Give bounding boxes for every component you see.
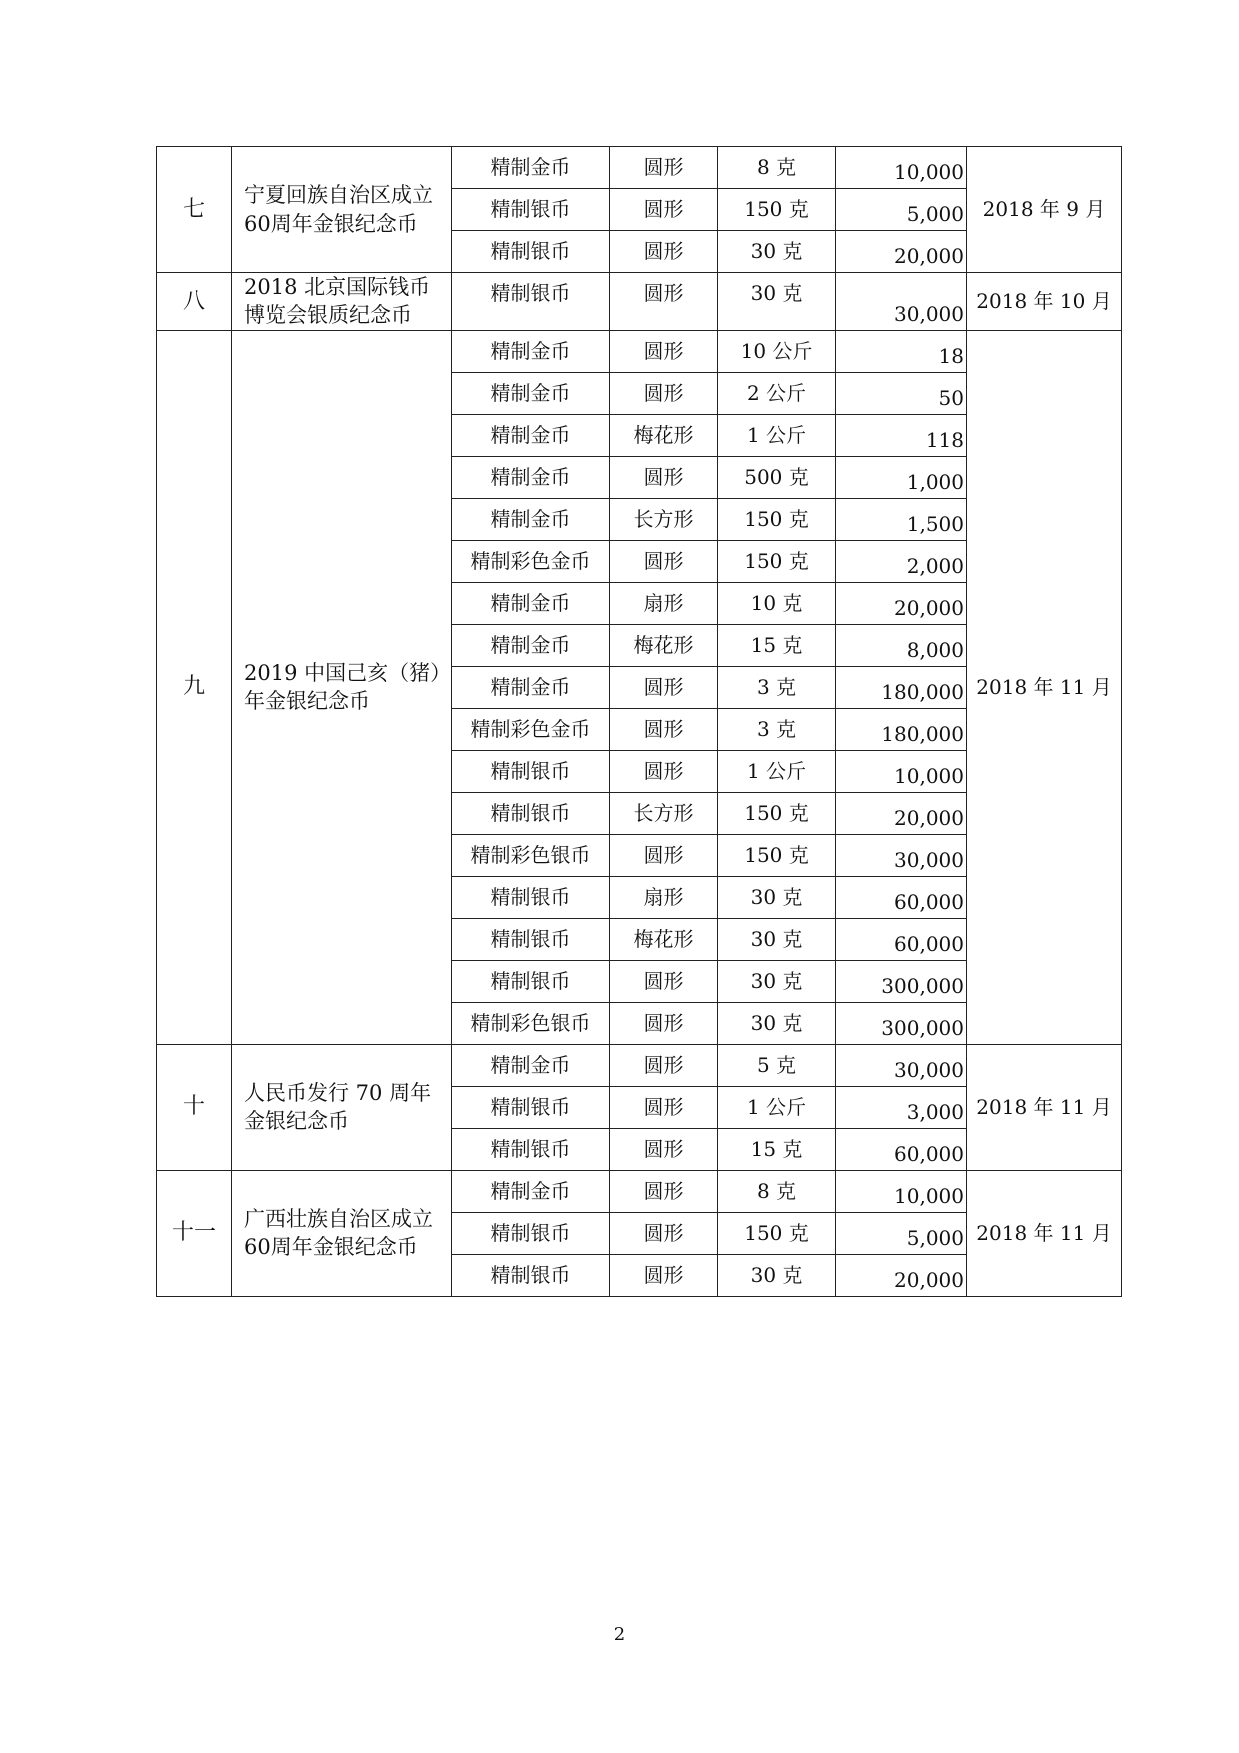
coin-shape: 圆形 (610, 1254, 718, 1296)
issue-date: 2018 年 9 月 (967, 147, 1122, 273)
table-row (157, 147, 1122, 189)
coin-material: 精制金币 (452, 1170, 610, 1212)
coin-quantity: 30,000 (836, 273, 967, 331)
coin-weight: 30 克 (718, 876, 836, 918)
coin-weight: 1 公斤 (718, 414, 836, 456)
group-index: 八 (157, 273, 232, 331)
coin-material: 精制金币 (452, 624, 610, 666)
coin-shape: 圆形 (610, 750, 718, 792)
commemorative-coin-table (156, 146, 1122, 1297)
coin-shape: 圆形 (610, 372, 718, 414)
coin-material: 精制金币 (452, 456, 610, 498)
coin-material: 精制银币 (452, 792, 610, 834)
coin-material: 精制金币 (452, 498, 610, 540)
coin-weight: 30 克 (718, 1002, 836, 1044)
coin-shape: 圆形 (610, 231, 718, 273)
coin-quantity: 10,000 (836, 147, 967, 189)
coin-shape: 圆形 (610, 147, 718, 189)
coin-material: 精制银币 (452, 918, 610, 960)
coin-quantity: 18 (836, 330, 967, 372)
coin-quantity: 10,000 (836, 750, 967, 792)
coin-material: 精制金币 (452, 372, 610, 414)
coin-shape: 长方形 (610, 792, 718, 834)
coin-shape: 圆形 (610, 1170, 718, 1212)
coin-material: 精制金币 (452, 414, 610, 456)
coin-material: 精制银币 (452, 876, 610, 918)
coin-material: 精制银币 (452, 1212, 610, 1254)
coin-material: 精制银币 (452, 750, 610, 792)
coin-weight: 15 克 (718, 1128, 836, 1170)
coin-weight: 150 克 (718, 540, 836, 582)
table-row (157, 273, 1122, 331)
coin-quantity: 5,000 (836, 1212, 967, 1254)
coin-shape: 扇形 (610, 582, 718, 624)
coin-weight: 8 克 (718, 147, 836, 189)
coin-material: 精制彩色金币 (452, 540, 610, 582)
coin-shape: 扇形 (610, 876, 718, 918)
coin-quantity: 5,000 (836, 189, 967, 231)
coin-quantity: 10,000 (836, 1170, 967, 1212)
coin-shape: 圆形 (610, 666, 718, 708)
coin-shape: 圆形 (610, 273, 718, 331)
coin-quantity: 300,000 (836, 1002, 967, 1044)
group-index: 九 (157, 330, 232, 1044)
coin-shape: 梅花形 (610, 918, 718, 960)
coin-weight: 5 克 (718, 1044, 836, 1086)
coin-quantity: 50 (836, 372, 967, 414)
coin-shape: 圆形 (610, 1128, 718, 1170)
coin-weight: 1 公斤 (718, 750, 836, 792)
coin-quantity: 20,000 (836, 792, 967, 834)
coin-weight: 10 公斤 (718, 330, 836, 372)
table-row (157, 1170, 1122, 1212)
page-number: 2 (613, 1624, 626, 1645)
issue-date: 2018 年 11 月 (967, 330, 1122, 1044)
coin-quantity: 1,000 (836, 456, 967, 498)
coin-quantity: 180,000 (836, 708, 967, 750)
coin-quantity: 300,000 (836, 960, 967, 1002)
coin-quantity: 8,000 (836, 624, 967, 666)
coin-weight: 15 克 (718, 624, 836, 666)
coin-quantity: 180,000 (836, 666, 967, 708)
coin-shape: 圆形 (610, 1212, 718, 1254)
coin-material: 精制金币 (452, 666, 610, 708)
coin-quantity: 118 (836, 414, 967, 456)
coin-weight: 1 公斤 (718, 1086, 836, 1128)
coin-weight: 10 克 (718, 582, 836, 624)
coin-series-name: 广西壮族自治区成立60周年金银纪念币 (232, 1170, 452, 1296)
coin-weight: 30 克 (718, 918, 836, 960)
issue-date: 2018 年 11 月 (967, 1044, 1122, 1170)
table-row (157, 330, 1122, 372)
coin-material: 精制银币 (452, 1128, 610, 1170)
coin-quantity: 30,000 (836, 834, 967, 876)
coin-quantity: 3,000 (836, 1086, 967, 1128)
coin-weight: 150 克 (718, 1212, 836, 1254)
table-row (157, 1044, 1122, 1086)
coin-weight: 2 公斤 (718, 372, 836, 414)
coin-shape: 梅花形 (610, 624, 718, 666)
coin-weight: 30 克 (718, 231, 836, 273)
group-index: 十一 (157, 1170, 232, 1296)
coin-table-body (157, 147, 1122, 1297)
group-index: 十 (157, 1044, 232, 1170)
coin-shape: 圆形 (610, 330, 718, 372)
coin-quantity: 60,000 (836, 918, 967, 960)
coin-quantity: 20,000 (836, 1254, 967, 1296)
coin-weight: 500 克 (718, 456, 836, 498)
coin-weight: 3 克 (718, 708, 836, 750)
coin-series-name: 人民币发行 70 周年金银纪念币 (232, 1044, 452, 1170)
coin-shape: 长方形 (610, 498, 718, 540)
coin-quantity: 60,000 (836, 1128, 967, 1170)
group-index: 七 (157, 147, 232, 273)
coin-weight: 8 克 (718, 1170, 836, 1212)
coin-weight: 150 克 (718, 189, 836, 231)
coin-weight: 150 克 (718, 498, 836, 540)
coin-material: 精制金币 (452, 1044, 610, 1086)
coin-material: 精制彩色金币 (452, 708, 610, 750)
coin-material: 精制金币 (452, 582, 610, 624)
coin-shape: 圆形 (610, 834, 718, 876)
coin-material: 精制彩色银币 (452, 1002, 610, 1044)
coin-weight: 150 克 (718, 834, 836, 876)
coin-shape: 圆形 (610, 708, 718, 750)
coin-quantity: 20,000 (836, 582, 967, 624)
coin-weight: 30 克 (718, 273, 836, 331)
coin-shape: 圆形 (610, 1002, 718, 1044)
coin-weight: 30 克 (718, 960, 836, 1002)
coin-series-name: 2019 中国己亥（猪）年金银纪念币 (232, 330, 452, 1044)
coin-shape: 圆形 (610, 1044, 718, 1086)
coin-material: 精制银币 (452, 231, 610, 273)
coin-material: 精制银币 (452, 1254, 610, 1296)
coin-material: 精制金币 (452, 330, 610, 372)
issue-date: 2018 年 11 月 (967, 1170, 1122, 1296)
coin-quantity: 2,000 (836, 540, 967, 582)
coin-material: 精制彩色银币 (452, 834, 610, 876)
coin-quantity: 30,000 (836, 1044, 967, 1086)
issue-date: 2018 年 10 月 (967, 273, 1122, 331)
coin-quantity: 60,000 (836, 876, 967, 918)
coin-weight: 30 克 (718, 1254, 836, 1296)
coin-series-name: 宁夏回族自治区成立60周年金银纪念币 (232, 147, 452, 273)
coin-weight: 150 克 (718, 792, 836, 834)
coin-material: 精制银币 (452, 273, 610, 331)
coin-shape: 圆形 (610, 960, 718, 1002)
coin-shape: 圆形 (610, 1086, 718, 1128)
coin-shape: 圆形 (610, 540, 718, 582)
coin-shape: 圆形 (610, 189, 718, 231)
coin-material: 精制银币 (452, 189, 610, 231)
coin-material: 精制银币 (452, 960, 610, 1002)
coin-material: 精制银币 (452, 1086, 610, 1128)
coin-weight: 3 克 (718, 666, 836, 708)
coin-material: 精制金币 (452, 147, 610, 189)
coin-quantity: 20,000 (836, 231, 967, 273)
coin-shape: 圆形 (610, 456, 718, 498)
coin-series-name: 2018 北京国际钱币博览会银质纪念币 (232, 273, 452, 331)
coin-quantity: 1,500 (836, 498, 967, 540)
coin-shape: 梅花形 (610, 414, 718, 456)
